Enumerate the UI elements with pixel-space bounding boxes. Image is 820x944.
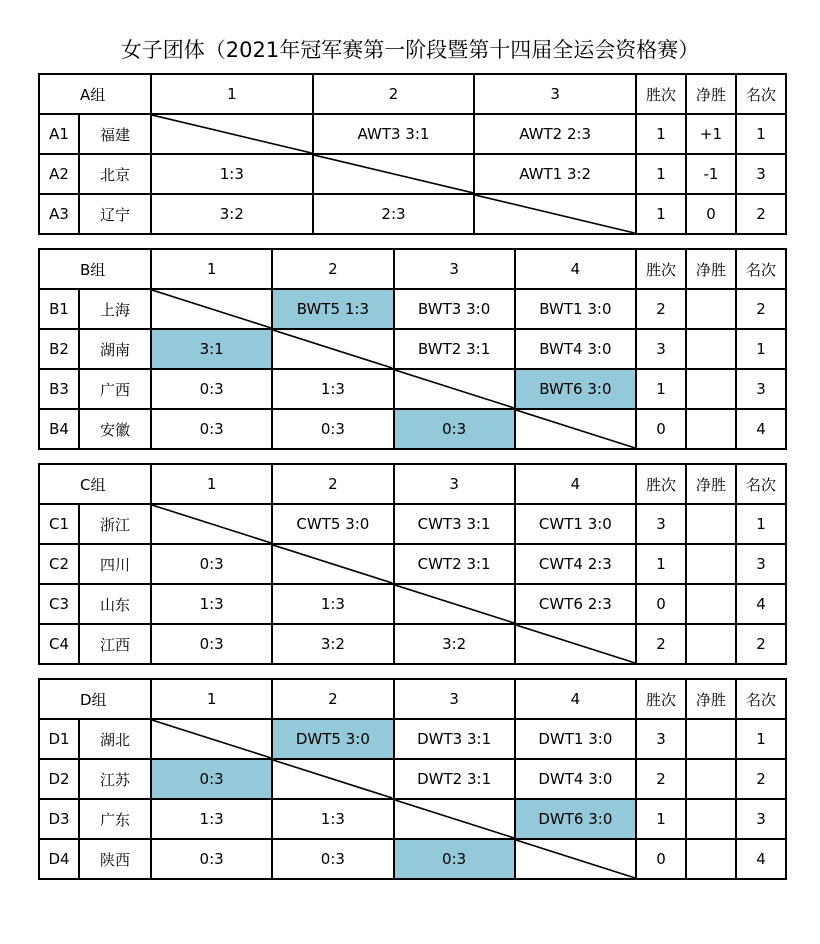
team-name: 浙江 bbox=[79, 504, 151, 544]
table-row bbox=[39, 624, 786, 664]
rank-value: 1 bbox=[736, 719, 786, 759]
match-score: DWT3 3:1 bbox=[417, 730, 492, 748]
group-name: B组 bbox=[39, 249, 151, 289]
diagonal-cell bbox=[515, 624, 636, 664]
wins-value: 2 bbox=[636, 624, 686, 664]
diagonal-line bbox=[516, 625, 635, 663]
match-cell bbox=[394, 624, 515, 664]
rank-value: 2 bbox=[736, 759, 786, 799]
match-score: BWT5 1:3 bbox=[296, 300, 369, 318]
match-score: BWT1 3:0 bbox=[539, 300, 612, 318]
team-name: 湖北 bbox=[79, 719, 151, 759]
diagonal-line bbox=[152, 290, 271, 328]
column-header: 3 bbox=[394, 249, 515, 289]
match-score: 1:3 bbox=[199, 810, 224, 828]
match-cell bbox=[394, 839, 515, 879]
rank-value: 3 bbox=[736, 799, 786, 839]
column-header: 4 bbox=[515, 679, 636, 719]
match-score: 0:3 bbox=[442, 420, 467, 438]
match-cell bbox=[151, 584, 272, 624]
diagonal-cell bbox=[151, 719, 272, 759]
team-code: A2 bbox=[39, 154, 79, 194]
team-code: D1 bbox=[39, 719, 79, 759]
match-cell bbox=[272, 719, 393, 759]
group-table-2 bbox=[38, 463, 787, 665]
match-score: BWT3 3:0 bbox=[418, 300, 491, 318]
rank-value: 3 bbox=[736, 369, 786, 409]
match-score: DWT1 3:0 bbox=[538, 730, 613, 748]
wins-value: 1 bbox=[636, 799, 686, 839]
column-header: 2 bbox=[313, 74, 475, 114]
diagonal-line bbox=[314, 155, 474, 193]
rank-value: 4 bbox=[736, 839, 786, 879]
match-score: 0:3 bbox=[199, 850, 224, 868]
table-row bbox=[39, 839, 786, 879]
match-cell bbox=[394, 544, 515, 584]
wins-value: 3 bbox=[636, 329, 686, 369]
stat-header: 净胜 bbox=[686, 464, 736, 504]
match-cell bbox=[151, 544, 272, 584]
match-score: BWT4 3:0 bbox=[539, 340, 612, 358]
team-code: B4 bbox=[39, 409, 79, 449]
diagonal-line bbox=[152, 505, 271, 543]
diagonal-line bbox=[395, 370, 514, 408]
wins-value: 2 bbox=[636, 289, 686, 329]
team-code: A1 bbox=[39, 114, 79, 154]
rank-value: 2 bbox=[736, 194, 786, 234]
stat-header: 净胜 bbox=[686, 249, 736, 289]
match-cell bbox=[272, 289, 393, 329]
team-code: B1 bbox=[39, 289, 79, 329]
match-cell bbox=[272, 369, 393, 409]
match-cell bbox=[151, 369, 272, 409]
net-value: +1 bbox=[686, 114, 736, 154]
team-code: D4 bbox=[39, 839, 79, 879]
table-row bbox=[39, 154, 786, 194]
net-value bbox=[686, 624, 736, 664]
match-score: DWT4 3:0 bbox=[538, 770, 613, 788]
match-cell bbox=[272, 409, 393, 449]
table-row bbox=[39, 504, 786, 544]
match-score: AWT1 3:2 bbox=[519, 165, 592, 183]
match-score: 1:3 bbox=[320, 595, 345, 613]
diagonal-line bbox=[273, 760, 392, 798]
match-score: 0:3 bbox=[320, 850, 345, 868]
match-cell bbox=[394, 719, 515, 759]
net-value bbox=[686, 839, 736, 879]
column-header: 1 bbox=[151, 249, 272, 289]
team-code: C1 bbox=[39, 504, 79, 544]
team-name: 广西 bbox=[79, 369, 151, 409]
column-header: 1 bbox=[151, 74, 313, 114]
match-score: CWT3 3:1 bbox=[417, 515, 491, 533]
column-header: 2 bbox=[272, 679, 393, 719]
table-row bbox=[39, 409, 786, 449]
match-cell bbox=[515, 719, 636, 759]
diagonal-line bbox=[273, 545, 392, 583]
group-name: C组 bbox=[39, 464, 151, 504]
table-row bbox=[39, 544, 786, 584]
column-header: 4 bbox=[515, 249, 636, 289]
table-row bbox=[39, 799, 786, 839]
match-cell bbox=[272, 799, 393, 839]
match-score: 1:3 bbox=[320, 810, 345, 828]
diagonal-line bbox=[475, 195, 635, 233]
wins-value: 0 bbox=[636, 584, 686, 624]
wins-value: 3 bbox=[636, 719, 686, 759]
diagonal-cell bbox=[151, 114, 313, 154]
match-cell bbox=[394, 329, 515, 369]
rank-value: 1 bbox=[736, 329, 786, 369]
match-cell bbox=[515, 584, 636, 624]
match-cell bbox=[151, 759, 272, 799]
wins-value: 3 bbox=[636, 504, 686, 544]
match-score: AWT2 2:3 bbox=[519, 125, 592, 143]
team-name: 北京 bbox=[79, 154, 151, 194]
match-cell bbox=[272, 584, 393, 624]
stat-header: 胜次 bbox=[636, 74, 686, 114]
rank-value: 1 bbox=[736, 114, 786, 154]
team-name: 山东 bbox=[79, 584, 151, 624]
match-score: 1:3 bbox=[320, 380, 345, 398]
team-name: 福建 bbox=[79, 114, 151, 154]
match-cell bbox=[151, 839, 272, 879]
table-row bbox=[39, 194, 786, 234]
table-row bbox=[39, 369, 786, 409]
wins-value: 0 bbox=[636, 409, 686, 449]
team-name: 四川 bbox=[79, 544, 151, 584]
match-score: 0:3 bbox=[199, 635, 224, 653]
match-cell bbox=[272, 504, 393, 544]
team-name: 安徽 bbox=[79, 409, 151, 449]
page-title: 女子团体（2021年冠军赛第一阶段暨第十四届全运会资格赛） bbox=[120, 38, 700, 62]
match-cell bbox=[313, 194, 475, 234]
match-score: CWT2 3:1 bbox=[417, 555, 491, 573]
match-score: 0:3 bbox=[199, 555, 224, 573]
diagonal-line bbox=[152, 720, 271, 758]
match-cell bbox=[151, 409, 272, 449]
diagonal-cell bbox=[313, 154, 475, 194]
match-score: DWT2 3:1 bbox=[417, 770, 492, 788]
diagonal-cell bbox=[394, 799, 515, 839]
group-table-1 bbox=[38, 248, 787, 450]
match-cell bbox=[394, 504, 515, 544]
match-score: 0:3 bbox=[199, 770, 224, 788]
match-cell bbox=[515, 544, 636, 584]
match-cell bbox=[313, 114, 475, 154]
match-score: DWT5 3:0 bbox=[295, 730, 370, 748]
match-score: 3:2 bbox=[219, 205, 244, 223]
team-code: C4 bbox=[39, 624, 79, 664]
match-score: CWT5 3:0 bbox=[296, 515, 370, 533]
match-cell bbox=[515, 504, 636, 544]
stat-header: 名次 bbox=[736, 74, 786, 114]
net-value bbox=[686, 289, 736, 329]
diagonal-line bbox=[395, 585, 514, 623]
rank-value: 4 bbox=[736, 584, 786, 624]
match-score: 1:3 bbox=[219, 165, 244, 183]
match-cell bbox=[272, 624, 393, 664]
group-name: D组 bbox=[39, 679, 151, 719]
team-name: 湖南 bbox=[79, 329, 151, 369]
match-cell bbox=[151, 624, 272, 664]
match-cell bbox=[151, 154, 313, 194]
team-code: A3 bbox=[39, 194, 79, 234]
net-value bbox=[686, 719, 736, 759]
diagonal-line bbox=[516, 410, 635, 448]
column-header: 4 bbox=[515, 464, 636, 504]
net-value bbox=[686, 504, 736, 544]
match-score: DWT6 3:0 bbox=[538, 810, 613, 828]
match-score: 3:2 bbox=[442, 635, 467, 653]
match-cell bbox=[394, 759, 515, 799]
wins-value: 1 bbox=[636, 544, 686, 584]
wins-value: 1 bbox=[636, 369, 686, 409]
match-cell bbox=[474, 154, 636, 194]
team-code: D3 bbox=[39, 799, 79, 839]
net-value: -1 bbox=[686, 154, 736, 194]
rank-value: 3 bbox=[736, 154, 786, 194]
group-header-row bbox=[39, 679, 786, 719]
wins-value: 2 bbox=[636, 759, 686, 799]
net-value bbox=[686, 799, 736, 839]
match-score: 1:3 bbox=[199, 595, 224, 613]
stat-header: 名次 bbox=[736, 249, 786, 289]
wins-value: 0 bbox=[636, 839, 686, 879]
wins-value: 1 bbox=[636, 194, 686, 234]
match-score: CWT6 2:3 bbox=[538, 595, 612, 613]
stat-header: 胜次 bbox=[636, 679, 686, 719]
group-table-3 bbox=[38, 678, 787, 880]
table-row bbox=[39, 114, 786, 154]
diagonal-cell bbox=[272, 544, 393, 584]
diagonal-cell bbox=[474, 194, 636, 234]
stat-header: 胜次 bbox=[636, 249, 686, 289]
match-cell bbox=[272, 839, 393, 879]
stat-header: 胜次 bbox=[636, 464, 686, 504]
net-value bbox=[686, 409, 736, 449]
wins-value: 1 bbox=[636, 154, 686, 194]
match-cell bbox=[151, 329, 272, 369]
match-score: 0:3 bbox=[199, 420, 224, 438]
net-value bbox=[686, 544, 736, 584]
diagonal-line bbox=[152, 115, 312, 153]
match-cell bbox=[515, 799, 636, 839]
column-header: 1 bbox=[151, 679, 272, 719]
net-value: 0 bbox=[686, 194, 736, 234]
team-code: D2 bbox=[39, 759, 79, 799]
table-row bbox=[39, 584, 786, 624]
rank-value: 2 bbox=[736, 289, 786, 329]
rank-value: 1 bbox=[736, 504, 786, 544]
group-name: A组 bbox=[39, 74, 151, 114]
team-name: 陕西 bbox=[79, 839, 151, 879]
column-header: 3 bbox=[394, 679, 515, 719]
rank-value: 3 bbox=[736, 544, 786, 584]
match-score: 0:3 bbox=[199, 380, 224, 398]
team-name: 江苏 bbox=[79, 759, 151, 799]
net-value bbox=[686, 369, 736, 409]
column-header: 1 bbox=[151, 464, 272, 504]
match-score: 0:3 bbox=[442, 850, 467, 868]
stat-header: 名次 bbox=[736, 679, 786, 719]
diagonal-line bbox=[516, 840, 635, 878]
diagonal-cell bbox=[394, 584, 515, 624]
match-score: 2:3 bbox=[381, 205, 406, 223]
diagonal-cell bbox=[272, 329, 393, 369]
match-score: 3:1 bbox=[199, 340, 224, 358]
match-score: CWT4 2:3 bbox=[538, 555, 612, 573]
team-code: B2 bbox=[39, 329, 79, 369]
match-score: CWT1 3:0 bbox=[538, 515, 612, 533]
diagonal-cell bbox=[394, 369, 515, 409]
team-name: 辽宁 bbox=[79, 194, 151, 234]
diagonal-line bbox=[273, 330, 392, 368]
group-header-row bbox=[39, 464, 786, 504]
team-name: 广东 bbox=[79, 799, 151, 839]
match-cell bbox=[151, 799, 272, 839]
net-value bbox=[686, 584, 736, 624]
wins-value: 1 bbox=[636, 114, 686, 154]
stat-header: 名次 bbox=[736, 464, 786, 504]
diagonal-cell bbox=[272, 759, 393, 799]
table-row bbox=[39, 719, 786, 759]
table-row bbox=[39, 759, 786, 799]
team-code: B3 bbox=[39, 369, 79, 409]
match-cell bbox=[515, 289, 636, 329]
diagonal-cell bbox=[151, 504, 272, 544]
team-code: C3 bbox=[39, 584, 79, 624]
match-score: AWT3 3:1 bbox=[357, 125, 430, 143]
match-score: BWT2 3:1 bbox=[418, 340, 491, 358]
stat-header: 净胜 bbox=[686, 679, 736, 719]
match-score: BWT6 3:0 bbox=[539, 380, 612, 398]
match-cell bbox=[151, 194, 313, 234]
rank-value: 4 bbox=[736, 409, 786, 449]
team-code: C2 bbox=[39, 544, 79, 584]
group-header-row bbox=[39, 249, 786, 289]
rank-value: 2 bbox=[736, 624, 786, 664]
match-cell bbox=[394, 409, 515, 449]
match-cell bbox=[515, 759, 636, 799]
table-row bbox=[39, 289, 786, 329]
diagonal-cell bbox=[515, 839, 636, 879]
match-cell bbox=[515, 369, 636, 409]
team-name: 上海 bbox=[79, 289, 151, 329]
net-value bbox=[686, 759, 736, 799]
match-score: 3:2 bbox=[320, 635, 345, 653]
match-score: 0:3 bbox=[320, 420, 345, 438]
column-header: 2 bbox=[272, 464, 393, 504]
net-value bbox=[686, 329, 736, 369]
group-header-row bbox=[39, 74, 786, 114]
stat-header: 净胜 bbox=[686, 74, 736, 114]
match-cell bbox=[474, 114, 636, 154]
diagonal-cell bbox=[151, 289, 272, 329]
match-cell bbox=[515, 329, 636, 369]
table-row bbox=[39, 329, 786, 369]
match-cell bbox=[394, 289, 515, 329]
column-header: 2 bbox=[272, 249, 393, 289]
column-header: 3 bbox=[394, 464, 515, 504]
group-table-0 bbox=[38, 73, 787, 235]
team-name: 江西 bbox=[79, 624, 151, 664]
diagonal-cell bbox=[515, 409, 636, 449]
column-header: 3 bbox=[474, 74, 636, 114]
diagonal-line bbox=[395, 800, 514, 838]
